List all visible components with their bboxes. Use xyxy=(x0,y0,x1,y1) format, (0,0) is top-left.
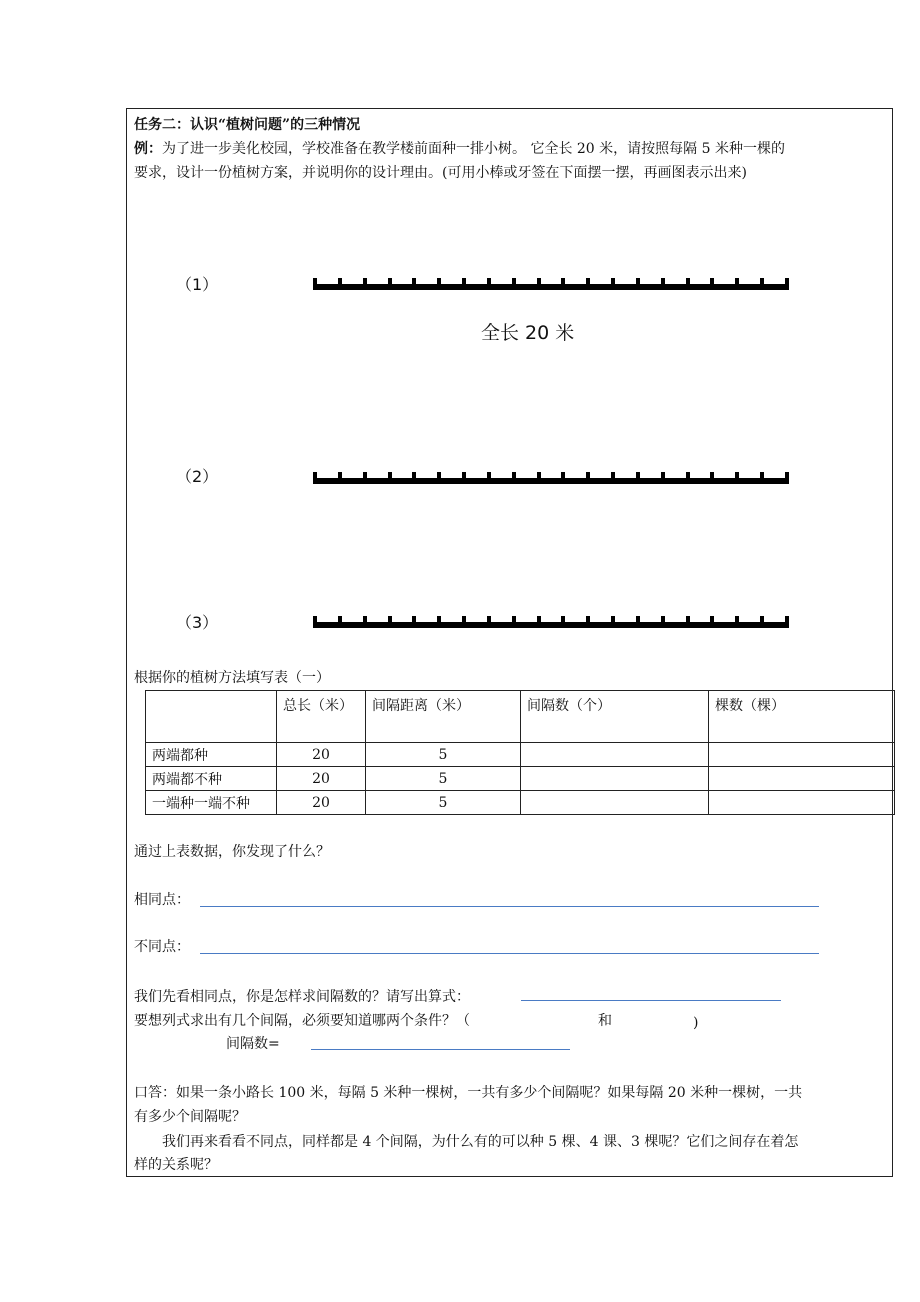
road-tick xyxy=(338,472,342,480)
road-tick xyxy=(586,472,590,480)
diagram-label-1: （1） xyxy=(176,275,219,294)
road-tick xyxy=(313,472,317,480)
example-label: 例： xyxy=(134,141,162,157)
formula-answer-line[interactable] xyxy=(521,1000,781,1001)
interval-formula-label: 间隔数= xyxy=(226,1036,280,1052)
road-tick xyxy=(338,616,342,624)
example-line-2: 要求，设计一份植树方案，并说明你的设计理由。(可用小棒或牙签在下面摆一摆，再画图表示出来) xyxy=(134,165,747,181)
diagram-label-2: （2） xyxy=(176,467,219,486)
road-diagram-1 xyxy=(313,276,789,290)
road-tick xyxy=(785,616,789,624)
example-line-1 xyxy=(134,140,785,158)
example-text-1: 为了进一步美化校园，学校准备在教学楼前面种一排小树。 它全长 20 米，请按照每隔 5 米种一棵的 xyxy=(162,141,785,157)
conditions-and: 和 xyxy=(598,1013,612,1029)
diagram-label-3: （3） xyxy=(176,613,219,632)
diff-question-line-1: 我们再来看看不同点，同样都是 4 个间隔，为什么有的可以种 5 棵、4 课、3 棵呢？它们之间存在着怎 xyxy=(162,1134,799,1150)
road-tick xyxy=(437,616,441,624)
road-tick xyxy=(487,278,491,286)
road-tick xyxy=(412,472,416,480)
road-tick xyxy=(412,278,416,286)
road-tick xyxy=(388,616,392,624)
diagram-caption: 全长 20 米 xyxy=(481,322,575,344)
interval-count-cell[interactable] xyxy=(521,791,709,815)
road-tick xyxy=(561,472,565,480)
interval-count-cell[interactable] xyxy=(521,743,709,767)
road-diagram-3 xyxy=(313,614,789,628)
header-interval-count: 间隔数（个） xyxy=(521,691,709,743)
road-tick xyxy=(710,472,714,480)
road-tick xyxy=(735,278,739,286)
question-conditions: 要想列式求出有几个间隔，必须要知道哪两个条件？（ xyxy=(134,1013,470,1029)
road-tick xyxy=(537,472,541,480)
tree-count-cell[interactable] xyxy=(709,767,895,791)
road-tick xyxy=(735,472,739,480)
diff-question-line-2: 样的关系呢？ xyxy=(134,1157,218,1173)
table-header-row xyxy=(146,691,895,743)
road-tick xyxy=(785,278,789,286)
road-tick xyxy=(735,616,739,624)
road-tick xyxy=(636,472,640,480)
road-tick xyxy=(388,278,392,286)
table-row xyxy=(146,743,895,767)
total-length-cell: 20 xyxy=(277,743,366,767)
total-length-cell: 20 xyxy=(277,791,366,815)
road-tick xyxy=(462,278,466,286)
road-tick xyxy=(661,472,665,480)
road-tick xyxy=(636,278,640,286)
planting-table xyxy=(145,690,895,815)
road-tick xyxy=(661,278,665,286)
road-tick xyxy=(487,472,491,480)
road-tick xyxy=(512,472,516,480)
road-tick xyxy=(611,278,615,286)
road-tick xyxy=(561,616,565,624)
header-total-length: 总长（米） xyxy=(277,691,366,743)
question-same-formula: 我们先看相同点，你是怎样求间隔数的？请写出算式： xyxy=(134,989,470,1005)
road-tick xyxy=(437,278,441,286)
road-tick xyxy=(586,278,590,286)
oral-question-line-2: 有多少个间隔呢？ xyxy=(134,1109,246,1125)
road-tick xyxy=(537,616,541,624)
header-interval-distance: 间隔距离（米） xyxy=(366,691,521,743)
tree-count-cell[interactable] xyxy=(709,743,895,767)
road-tick xyxy=(462,616,466,624)
table-row xyxy=(146,767,895,791)
road-tick xyxy=(537,278,541,286)
road-diagram-2 xyxy=(313,470,789,484)
interval-distance-cell: 5 xyxy=(366,743,521,767)
interval-formula-line[interactable] xyxy=(311,1049,570,1050)
question-discover: 通过上表数据，你发现了什么？ xyxy=(134,844,330,860)
road-tick xyxy=(710,278,714,286)
tree-count-cell[interactable] xyxy=(709,791,895,815)
header-cell-empty xyxy=(146,691,277,743)
interval-distance-cell: 5 xyxy=(366,791,521,815)
road-tick xyxy=(487,616,491,624)
road-tick xyxy=(313,278,317,286)
road-tick xyxy=(561,278,565,286)
road-tick xyxy=(686,278,690,286)
road-tick xyxy=(686,472,690,480)
road-tick xyxy=(512,278,516,286)
road-tick xyxy=(462,472,466,480)
road-tick xyxy=(338,278,342,286)
road-tick xyxy=(586,616,590,624)
road-tick xyxy=(437,472,441,480)
road-tick xyxy=(512,616,516,624)
conditions-close: ) xyxy=(693,1015,699,1031)
road-tick xyxy=(611,472,615,480)
road-tick xyxy=(636,616,640,624)
road-tick xyxy=(760,472,764,480)
road-tick xyxy=(760,616,764,624)
row-label: 两端都种 xyxy=(146,743,277,767)
road-tick xyxy=(313,616,317,624)
road-tick xyxy=(611,616,615,624)
total-length-cell: 20 xyxy=(277,767,366,791)
task-title: 任务二：认识“植树问题”的三种情况 xyxy=(134,117,361,133)
road-tick xyxy=(363,616,367,624)
table-title: 根据你的植树方法填写表（一） xyxy=(134,670,330,686)
row-label: 两端都不种 xyxy=(146,767,277,791)
table-row xyxy=(146,791,895,815)
road-tick xyxy=(412,616,416,624)
same-point-answer-line[interactable] xyxy=(200,906,819,907)
same-point-label: 相同点： xyxy=(134,892,190,908)
road-tick xyxy=(363,472,367,480)
header-tree-count: 棵数（棵） xyxy=(709,691,895,743)
oral-question-line-1: 口答：如果一条小路长 100 米，每隔 5 米种一棵树，一共有多少个间隔呢？如果每隔 20 米种一棵树，一共 xyxy=(134,1085,803,1101)
road-tick xyxy=(785,472,789,480)
road-tick xyxy=(760,278,764,286)
road-tick xyxy=(710,616,714,624)
interval-count-cell[interactable] xyxy=(521,767,709,791)
row-label: 一端种一端不种 xyxy=(146,791,277,815)
interval-distance-cell: 5 xyxy=(366,767,521,791)
road-tick xyxy=(388,472,392,480)
road-tick xyxy=(686,616,690,624)
diff-point-answer-line[interactable] xyxy=(200,953,819,954)
diff-point-label: 不同点： xyxy=(134,939,190,955)
road-tick xyxy=(363,278,367,286)
road-tick xyxy=(661,616,665,624)
